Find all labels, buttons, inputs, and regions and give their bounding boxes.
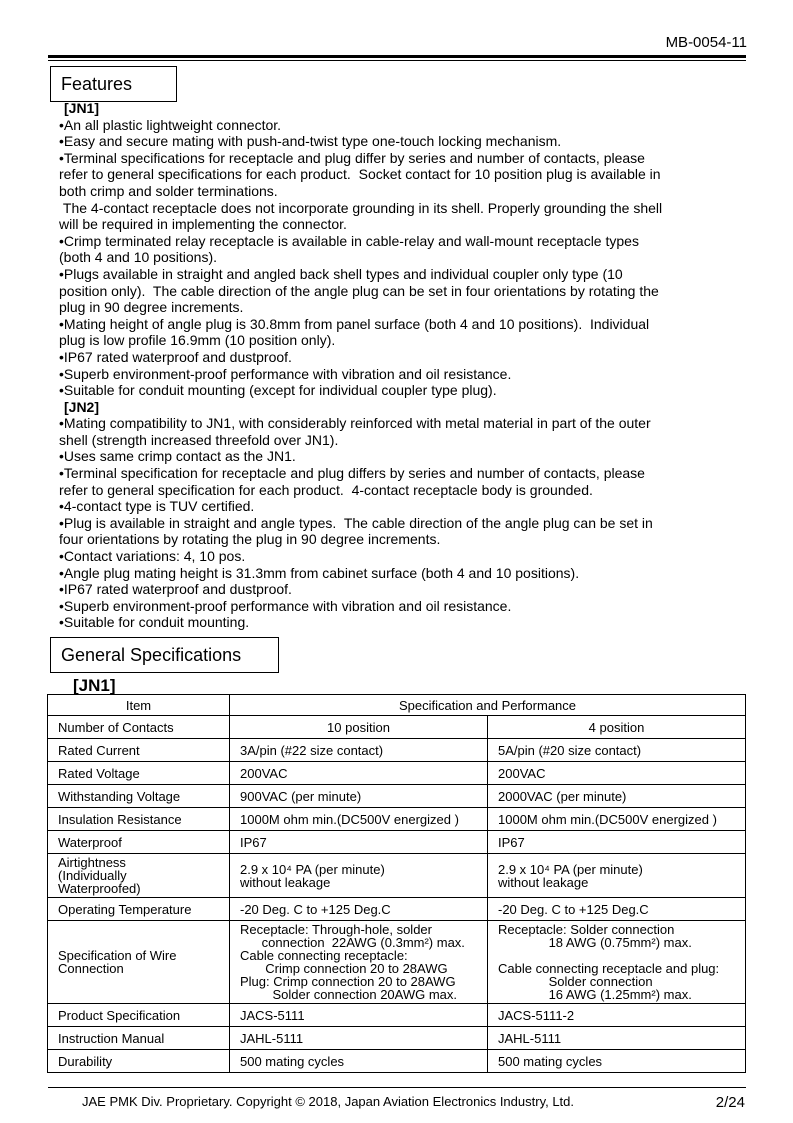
row-4pos-cell: 5A/pin (#20 size contact) [488,739,746,762]
footer-rule [48,1087,746,1088]
feature-line: will be required in implementing the connector. [59,216,347,233]
row-10pos-cell: -20 Deg. C to +125 Deg.C [230,898,488,921]
feature-line: •4-contact type is TUV certified. [59,498,255,515]
row-10pos-cell: IP67 [230,831,488,854]
row-4pos-cell: IP67 [488,831,746,854]
feature-line: refer to general specifications for each product. Socket contact for 10 position plug is available in [59,166,661,183]
table-row [48,808,746,831]
row-4pos-cell: 1000M ohm min.(DC500V energized ) [488,808,746,831]
row-item-cell: Rated Current [48,739,230,762]
table-row [48,1027,746,1050]
feature-line: •Mating compatibility to JN1, with considerably reinforced with metal material in part of the outer [59,415,651,432]
row-4pos-cell: 200VAC [488,762,746,785]
jn1-subheading: [JN1] [73,676,116,695]
header-item: Item [48,695,230,716]
row-10pos-cell: JACS-5111 [230,1004,488,1027]
table-row [48,1004,746,1027]
row-item-cell: Insulation Resistance [48,808,230,831]
row-10pos-cell: 200VAC [230,762,488,785]
row-10pos-cell: 500 mating cycles [230,1050,488,1073]
feature-line: •Suitable for conduit mounting (except for individual coupler type plug). [59,382,497,399]
feature-line: The 4-contact receptacle does not incorporate grounding in its shell. Properly grounding the shell [59,199,663,216]
row-item-cell: Instruction Manual [48,1027,230,1050]
table-row [48,1050,746,1073]
general-specifications-heading: General Specifications [50,637,279,673]
feature-line: •Terminal specification for receptacle and plug differs by series and number of contacts, please [59,465,645,482]
feature-line: position only). The cable direction of the angle plug can be set in four orientations by rotating the [59,282,659,299]
feature-line: plug in 90 degree increments. [59,299,244,316]
row-4pos-cell: JACS-5111-2 [488,1004,746,1027]
feature-line: •Uses same crimp contact as the JN1. [59,448,296,465]
table-row [48,854,746,898]
row-4pos-cell: 2000VAC (per minute) [488,785,746,808]
row-4pos-cell: -20 Deg. C to +125 Deg.C [488,898,746,921]
row-4pos-cell: 500 mating cycles [488,1050,746,1073]
table-row [48,739,746,762]
table-header-row [48,695,746,716]
row-10pos-cell: JAHL-5111 [230,1027,488,1050]
feature-subheading: [JN2] [64,398,100,415]
general-specifications-table [47,694,746,1073]
row-10pos-cell: 900VAC (per minute) [230,785,488,808]
table-row [48,785,746,808]
feature-line: •Contact variations: 4, 10 pos. [59,548,246,565]
row-4pos-cell: 2.9 x 10⁴ PA (per minute) without leakage [488,854,746,898]
row-10pos-cell: Receptacle: Through-hole, solder connection 22AWG (0.3mm²) max. Cable connecting receptacle: Crimp connection 20 to 28AWG Plug: Crimp connection 20 to 28AWG Solder connection 20AWG max. [230,921,488,1004]
feature-line: •Crimp terminated relay receptacle is available in cable-relay and wall-mount receptacle types [59,232,639,249]
footer-copyright: JAE PMK Div. Proprietary. Copyright © 2018, Japan Aviation Electronics Industry, Ltd. [82,1094,575,1109]
feature-line: •IP67 rated waterproof and dustproof. [59,581,292,598]
feature-line: •Mating height of angle plug is 30.8mm from panel surface (both 4 and 10 positions). Individual [59,315,650,332]
table-row [48,898,746,921]
header-rule [48,55,746,58]
feature-line: •Plug is available in straight and angle types. The cable direction of the angle plug can be set in [59,514,653,531]
feature-line: •Terminal specifications for receptacle and plug differ by series and number of contacts, please [59,149,645,166]
feature-line: shell (strength increased threefold over JN1). [59,431,339,448]
row-item-cell: Airtightness (Individually Waterproofed) [48,854,230,898]
row-item-cell: Waterproof [48,831,230,854]
header-spec: Specification and Performance [230,695,746,716]
feature-line: plug is low profile 16.9mm (10 position only). [59,332,336,349]
row-item-cell: Product Specification [48,1004,230,1027]
row-4pos-cell: Receptacle: Solder connection 18 AWG (0.75mm²) max. Cable connecting receptacle and plug: Solder connection 16 AWG (1.25mm²) max. [488,921,746,1004]
feature-line: •Superb environment-proof performance with vibration and oil resistance. [59,597,512,614]
feature-line: •Angle plug mating height is 31.3mm from cabinet surface (both 4 and 10 positions). [59,564,580,581]
row-item-cell: Number of Contacts [48,716,230,739]
features-heading: Features [50,66,177,102]
row-item-cell: Durability [48,1050,230,1073]
row-4pos-cell: JAHL-5111 [488,1027,746,1050]
row-4pos-cell: 4 position [488,716,746,739]
feature-line: •Easy and secure mating with push-and-twist type one-touch locking mechanism. [59,133,562,150]
feature-subheading: [JN1] [64,100,100,116]
row-item-cell: Operating Temperature [48,898,230,921]
row-10pos-cell: 10 position [230,716,488,739]
row-10pos-cell: 1000M ohm min.(DC500V energized ) [230,808,488,831]
feature-line: (both 4 and 10 positions). [59,249,217,266]
table-row [48,762,746,785]
table-row [48,831,746,854]
table-row [48,921,746,1004]
feature-line: •Superb environment-proof performance with vibration and oil resistance. [59,365,512,382]
page-number: 2/24 [715,1094,745,1111]
table-row [48,716,746,739]
row-item-cell: Rated Voltage [48,762,230,785]
header-rule-thin [48,60,746,61]
feature-line: both crimp and solder terminations. [59,182,278,199]
feature-line: •An all plastic lightweight connector. [59,116,282,133]
feature-line: •Suitable for conduit mounting. [59,614,250,631]
feature-line: refer to general specification for each product. 4-contact receptacle body is grounded. [59,481,593,498]
features-text [59,100,729,631]
row-item-cell: Withstanding Voltage [48,785,230,808]
document-id: MB-0054-11 [665,34,747,51]
feature-line: •IP67 rated waterproof and dustproof. [59,348,292,365]
feature-line: four orientations by rotating the plug in 90 degree increments. [59,531,441,548]
row-10pos-cell: 2.9 x 10⁴ PA (per minute) without leakage [230,854,488,898]
row-item-cell: Specification of Wire Connection [48,921,230,1004]
feature-line: •Plugs available in straight and angled back shell types and individual coupler only type (10 [59,265,623,282]
row-10pos-cell: 3A/pin (#22 size contact) [230,739,488,762]
